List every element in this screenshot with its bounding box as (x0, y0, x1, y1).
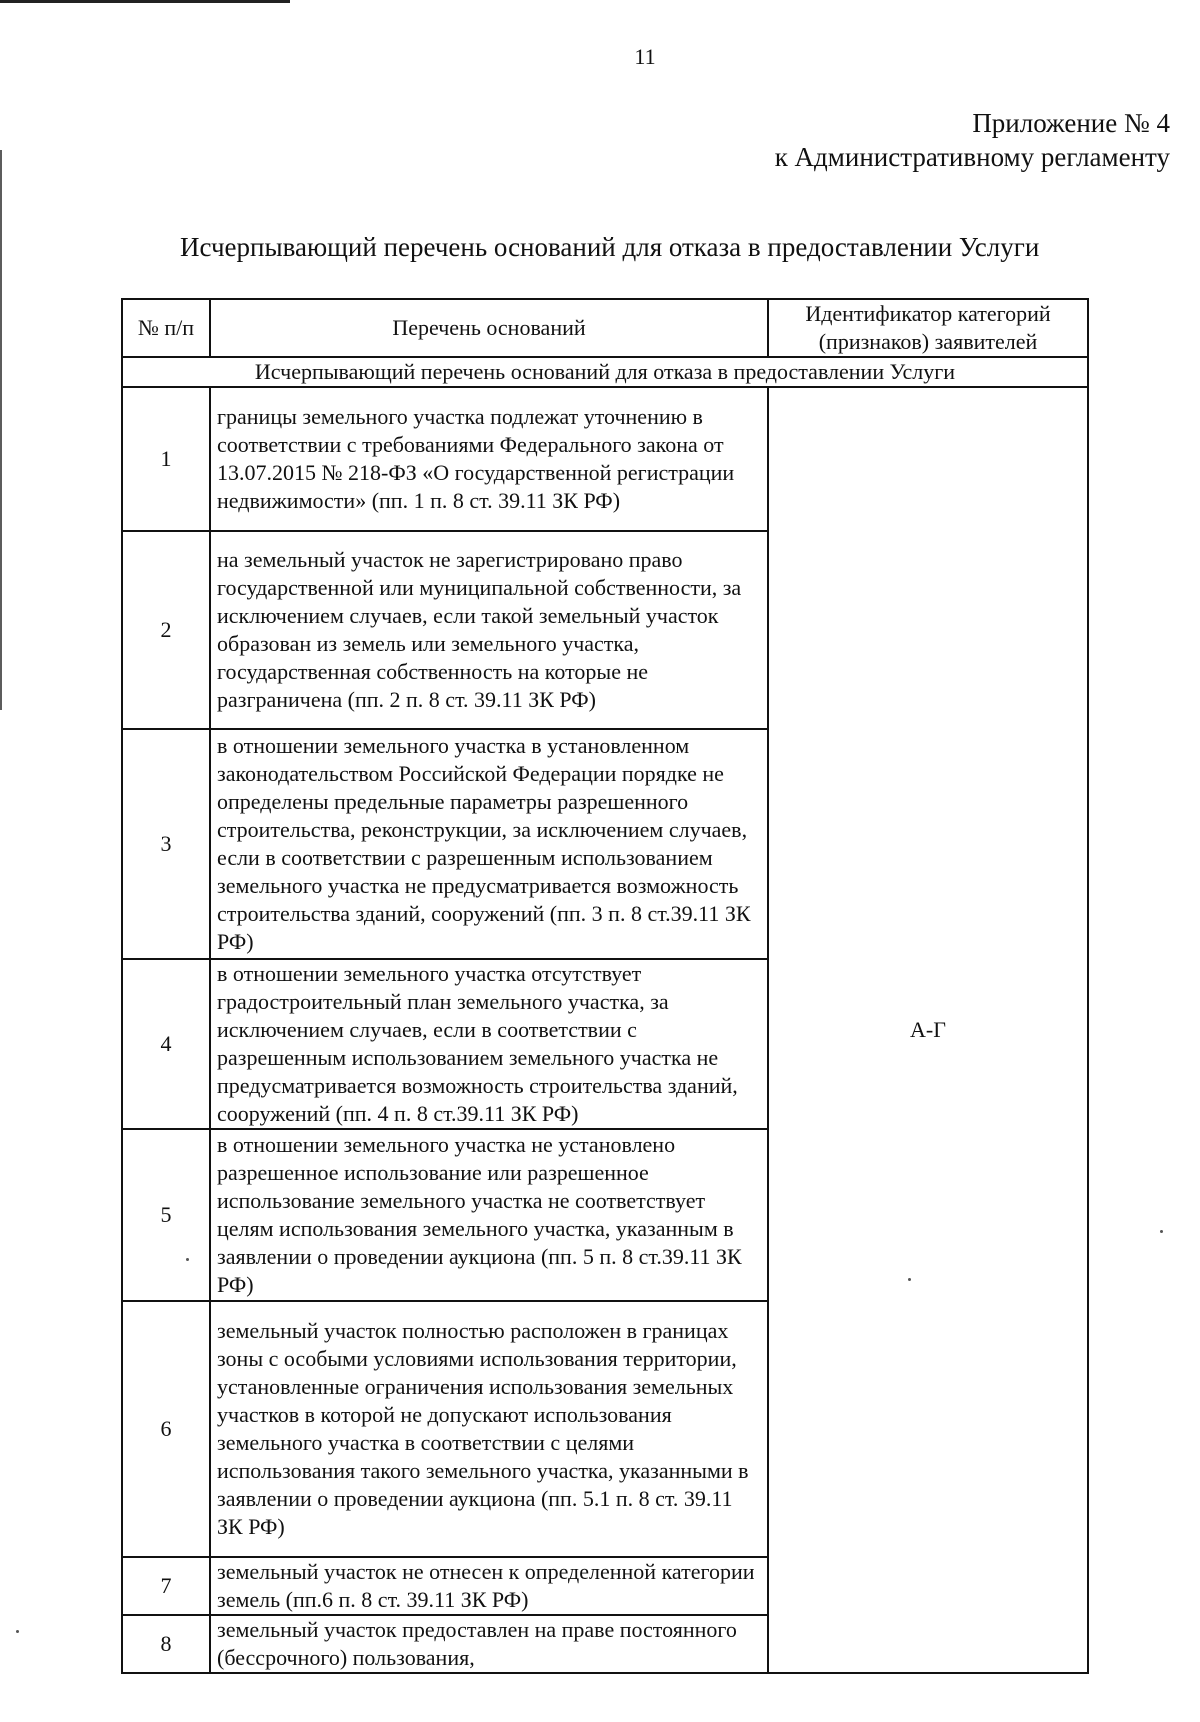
row-reason: в отношении земельного участка не установлено разрешенное использование или разрешенное использование земельного участка не соответствует целям использования земельного участка, указанным в заявлении о проведении аукциона (пп. 5 п. 8 ст.39.11 ЗК РФ) (210, 1129, 768, 1301)
scan-speck (186, 1258, 189, 1261)
row-number: 7 (122, 1557, 210, 1615)
row-reason: на земельный участок не зарегистрировано право государственной или муниципальной собственности, за исключением случаев, если такой земельный участок образован из земель или земельного участка, государственная собственность на которые не разграничена (пп. 2 п. 8 ст. 39.11 ЗК РФ) (210, 531, 768, 729)
row-number: 4 (122, 959, 210, 1129)
header-identifier: Идентификатор категорий (признаков) заявителей (768, 299, 1088, 357)
header-reasons: Перечень оснований (210, 299, 768, 357)
section-row (122, 357, 1088, 387)
scan-edge-line (0, 0, 290, 3)
appendix-number: Приложение № 4 (972, 108, 1170, 138)
row-reason: земельный участок не отнесен к определенной категории земель (пп.6 п. 8 ст. 39.11 ЗК РФ) (210, 1557, 768, 1615)
header-number: № п/п (122, 299, 210, 357)
row-number: 8 (122, 1615, 210, 1673)
scan-margin-line (0, 150, 2, 710)
document-title: Исчерпывающий перечень оснований для отказа в предоставлении Услуги (180, 232, 1040, 262)
row-reason: в отношении земельного участка в установленном законодательством Российской Федерации порядке не определены предельные параметры разрешенного строительства, реконструкции, за исключением случаев, если в соответствии с разрешенным использованием земельного участка не предусматривается возможность строительства зданий, сооружений (пп. 3 п. 8 ст.39.11 ЗК РФ) (210, 729, 768, 959)
table-header-row (122, 299, 1088, 357)
row-number: 5 (122, 1129, 210, 1301)
row-number: 6 (122, 1301, 210, 1557)
appendix-reference: к Административному регламенту (774, 142, 1170, 172)
section-title: Исчерпывающий перечень оснований для отказа в предоставлении Услуги (122, 357, 1088, 387)
scan-speck (16, 1630, 19, 1633)
page-number: 11 (634, 44, 656, 69)
appendix-header (775, 106, 1170, 174)
scan-speck (908, 1278, 911, 1281)
row-reason: в отношении земельного участка отсутствует градостроительный план земельного участка, за исключением случаев, если в соответствии с разрешенным использованием земельного участка не предусматривается возможность строительства зданий, сооружений (пп. 4 п. 8 ст.39.11 ЗК РФ) (210, 959, 768, 1129)
row-number: 2 (122, 531, 210, 729)
row-number: 1 (122, 387, 210, 531)
identifier-cell: А-Г (768, 387, 1088, 1673)
row-reason: земельный участок предоставлен на праве постоянного (бессрочного) пользования, (210, 1615, 768, 1673)
table-row (122, 387, 1088, 531)
scan-speck (1160, 1230, 1163, 1233)
row-number: 3 (122, 729, 210, 959)
row-reason: земельный участок полностью расположен в границах зоны с особыми условиями использования территории, установленные ограничения использования земельных участков в которой не допускают использования земельного участка в соответствии с целями использования такого земельного участка, указанными в заявлении о проведении аукциона (пп. 5.1 п. 8 ст. 39.11 ЗК РФ) (210, 1301, 768, 1557)
refusal-grounds-table (121, 298, 1089, 1674)
row-reason: границы земельного участка подлежат уточнению в соответствии с требованиями Федерального закона от 13.07.2015 № 218-ФЗ «О государственной регистрации недвижимости» (пп. 1 п. 8 ст. 39.11 ЗК РФ) (210, 387, 768, 531)
